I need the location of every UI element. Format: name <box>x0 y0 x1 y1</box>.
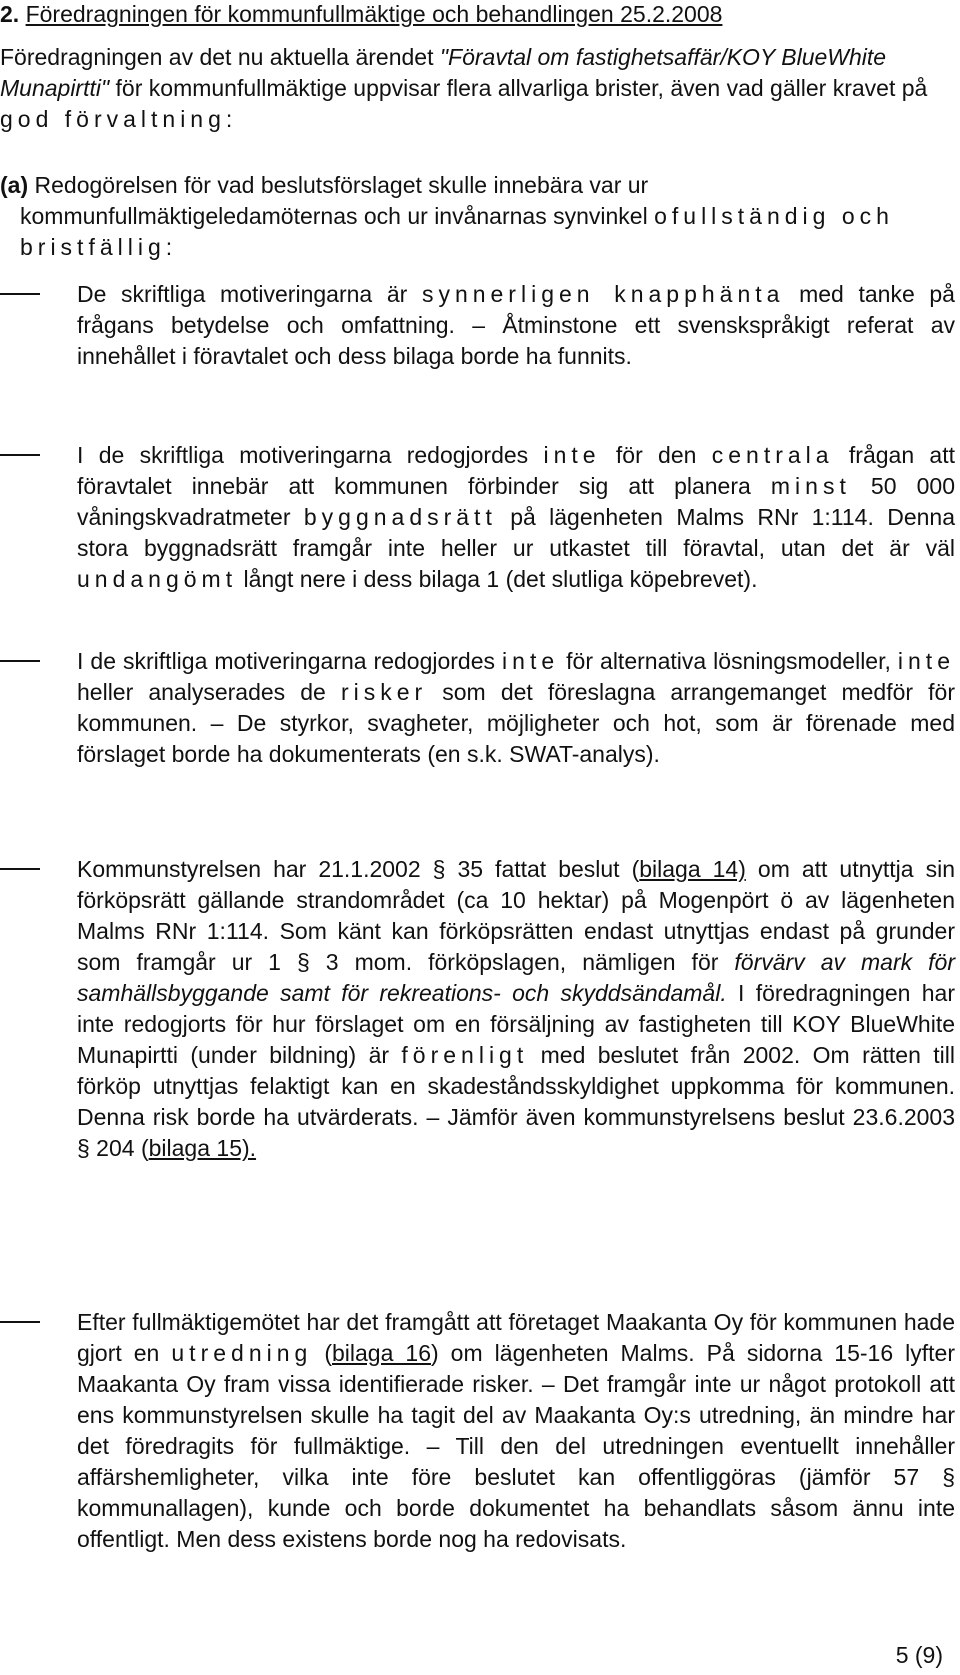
emphasis-spaced: minst <box>770 473 851 499</box>
paragraph-sign: § <box>942 1464 955 1490</box>
list-item-text: Efter fullmäktigemötet har det framgått att företaget Maakanta Oy för kommunen hade gjort en utredning (bilaga 16) om lägenheten Malms. På sidorna 15-16 lyfter Maakanta Oy fram vissa identifierade risker. – Det framgår inte ur något protokoll att ens kommunstyrelsen skulle ha tagit del av Maakanta Oy:s utredning, än mindre har det föredragits för fullmäktige. – Till den del utredningen eventuellt innehåller affärshemligheter, vilka inte före beslutet kan offentliggöras (jämför 57 § kommunallagen), kunde och borde dokumentet ha behandlats såsom ännu inte offentligt. Men dess existens borde nog ha redovisats. <box>77 1309 956 1552</box>
emphasis-spaced: förenligt <box>401 1042 529 1068</box>
dash-bullet-icon <box>0 293 40 295</box>
emphasis-spaced: centrala <box>711 442 834 468</box>
agreement-title: "Föravtal om fastighetsaffär/KOY BlueWhite Munapirtti" <box>0 44 887 101</box>
emphasis-spaced: undangömt <box>77 566 238 592</box>
emphasis-spaced: ofullständig och bristfällig: <box>20 203 894 260</box>
list-item <box>0 854 955 1164</box>
list-item-text: De skriftliga motiveringarna är synnerligen knapphänta med tanke på frågans betydelse och omfattning. – Åtminstone ett svenskspråkigt referat av innehållet i föravtalet och dess bilaga borde ha funnits. <box>77 281 955 369</box>
paragraph-sign: § <box>296 949 310 975</box>
emphasis-spaced: utredning <box>171 1340 313 1366</box>
list-item <box>0 279 955 372</box>
dash-bullet-icon <box>0 1321 40 1323</box>
emphasis-spaced: risker <box>340 679 428 705</box>
dash-bullet-icon <box>0 868 40 870</box>
paragraph-sign: § <box>432 856 446 882</box>
attachment-link[interactable]: bilaga 16 <box>332 1340 431 1366</box>
section-heading <box>0 0 722 28</box>
list-item <box>0 646 955 770</box>
section-a-paragraph: (a) Redogörelsen för vad beslutsförslaget skulle innebära var ur kommunfullmäktigeledamöternas och ur invånarnas synvinkel ofullständig och bristfällig: <box>0 172 894 260</box>
law-quote: förvärv av mark för samhällsbyggande samt för rekreations- och skyddsändamål. <box>77 949 955 1006</box>
list-item-text: I de skriftliga motiveringarna redogjordes inte för den centrala frågan att föravtalet innebär att kommunen förbinder sig att planera minst 50 000 våningskvadratmeter byggnadsrätt på lägenheten Malms RNr 1:114. Denna stora byggnadsrätt framgår inte heller ur utkastet till föravtal, utan det är väl undangömt långt nere i dess bilaga 1 (det slutliga köpebrevet). <box>77 442 955 592</box>
section-a-label: (a) <box>0 172 29 198</box>
emphasis-spaced: inte <box>502 648 560 674</box>
list-item <box>0 1307 955 1555</box>
emphasis-spaced: inte <box>897 648 955 674</box>
section-title: Föredragningen för kommunfullmäktige och behandlingen 25.2.2008 <box>25 1 723 27</box>
attachment-link[interactable]: bilaga 14) <box>639 856 746 882</box>
section-number: 2. <box>0 1 20 27</box>
emphasis-spaced: inte <box>543 442 601 468</box>
intro-paragraph: Föredragningen av det nu aktuella ärendet "Föravtal om fastighetsaffär/KOY BlueWhite Munapirtti" för kommunfullmäktige uppvisar flera allvarliga brister, även vad gäller kravet på god förvaltning: <box>0 44 928 132</box>
emphasis-spaced: byggnadsrätt <box>303 504 497 530</box>
paragraph-sign: § <box>77 1135 90 1161</box>
list-item-text: I de skriftliga motiveringarna redogjordes inte för alternativa lösningsmodeller, inte heller analyserades de risker som det föreslagna arrangemanget medför för kommunen. – De styrkor, svagheter, möjligheter och hot, som är förenade med förslaget borde ha dokumenterats (en s.k. SWAT-analys). <box>77 648 955 767</box>
page-number: 5 (9) <box>895 1642 943 1668</box>
list-item <box>0 440 955 595</box>
attachment-link[interactable]: bilaga 15). <box>148 1135 257 1161</box>
emphasis-spaced: synnerligen knapphänta <box>421 281 785 307</box>
emphasis-spaced: god förvaltning: <box>0 106 238 132</box>
list-item-text: Kommunstyrelsen har 21.1.2002 § 35 fattat beslut (bilaga 14) om att utnyttja sin förköpsrätt gällande strandområdet (ca 10 hektar) på Mogenpört ö av lägenheten Malms RNr 1:114. Som känt kan förköpsrätten endast utnyttjas endast på grunder som framgår ur 1 § 3 mom. förköpslagen, nämligen för förvärv av mark för samhällsbyggande samt för rekreations- och skyddsändamål. I föredragningen har inte redogjorts för hur förslaget om en försäljning av fastigheten till KOY BlueWhite Munapirtti (under bildning) är förenligt med beslutet från 2002. Om rätten till förköp utnyttjas felaktigt kan en skadeståndsskyldighet uppkomma för kommunen. Denna risk borde ha utvärderats. – Jämför även kommunstyrelsens beslut 23.6.2003 § 204 (bilaga 15). <box>77 856 955 1161</box>
dash-bullet-icon <box>0 660 40 662</box>
dash-bullet-icon <box>0 454 40 456</box>
